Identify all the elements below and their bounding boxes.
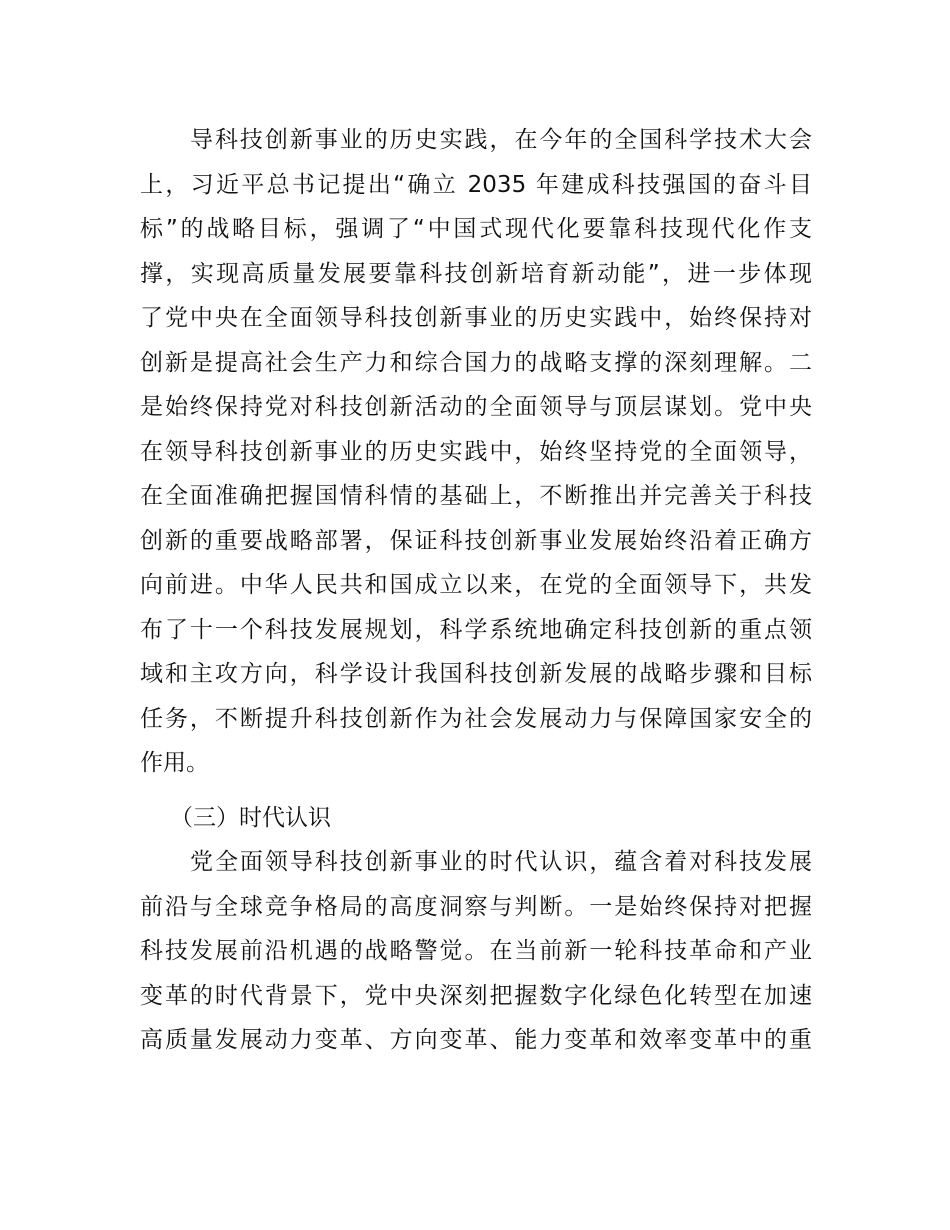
text-line: 党全面领导科技创新事业的时代认识，蕴含着对科技发展 [190, 849, 812, 875]
text-line: 作用。 [140, 750, 209, 776]
text-line: 域和主攻方向，科学设计我国科技创新发展的战略步骤和目标 [140, 661, 812, 687]
text-line: 在领导科技创新事业的历史实践中，始终坚持党的全面领导， [140, 438, 812, 465]
text-line: 变革的时代背景下，党中央深刻把握数字化绿色化转型在加速 [140, 982, 812, 1009]
text-line: 科技发展前沿机遇的战略警觉。在当前新一轮科技革命和产业 [140, 938, 812, 964]
text-line: 导科技创新事业的历史实践，在今年的全国科学技术大会 [190, 127, 812, 153]
text-line: 上，习近平总书记提出“确立 2035 年建成科技强国的奋斗目 [140, 171, 812, 198]
paragraph [140, 118, 812, 786]
text-line: 布了十一个科技发展规划，科学系统地确定科技创新的重点领 [140, 616, 812, 643]
text-line: 了党中央在全面领导科技创新事业的历史实践中，始终保持对 [140, 305, 812, 331]
text-line: 创新是提高社会生产力和综合国力的战略支撑的深刻理解。二 [140, 349, 812, 376]
section-heading: （三）时代认识 [170, 804, 331, 831]
document-page [140, 118, 812, 1063]
text-line: 在全面准确把握国情科情的基础上，不断推出并完善关于科技 [140, 483, 812, 509]
text-line: 标”的战略目标，强调了“中国式现代化要靠科技现代化作支 [140, 216, 812, 242]
text-line: 向前进。中华人民共和国成立以来，在党的全面领导下，共发 [140, 572, 812, 598]
text-line: 撑，实现高质量发展要靠科技创新培育新动能”，进一步体现 [140, 260, 812, 287]
text-line: 是始终保持党对科技创新活动的全面领导与顶层谋划。党中央 [140, 394, 812, 420]
text-line: 任务，不断提升科技创新作为社会发展动力与保障国家安全的 [140, 705, 812, 732]
text-line: 创新的重要战略部署，保证科技创新事业发展始终沿着正确方 [140, 527, 812, 554]
paragraph [140, 840, 812, 1063]
text-line: 前沿与全球竞争格局的高度洞察与判断。一是始终保持对把握 [140, 893, 812, 920]
text-line: 高质量发展动力变革、方向变革、能力变革和效率变革中的重 [140, 1027, 812, 1053]
